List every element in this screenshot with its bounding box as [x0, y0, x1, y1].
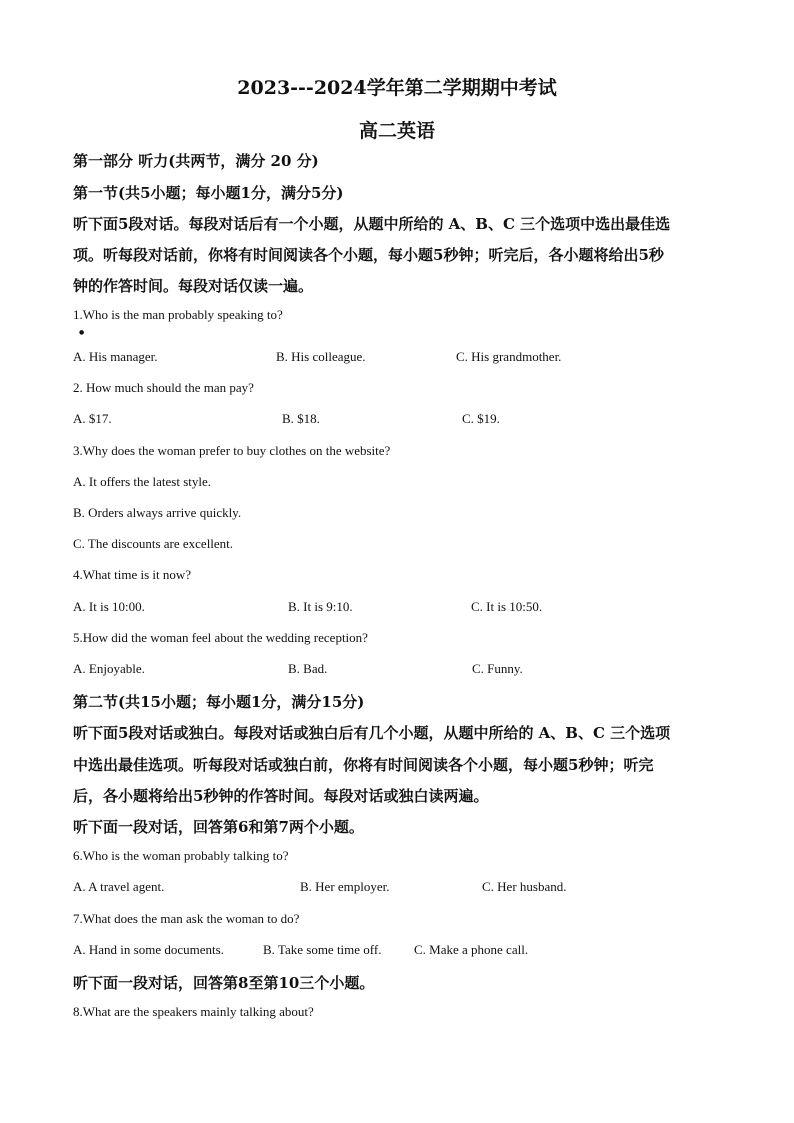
section1-instruction-line: 听下面5段对话。每段对话后有一个小题，从题中所给的 A、B、C 三个选项中选出最佳选 — [73, 215, 671, 233]
question-stem: 2. How much should the man pay? — [73, 380, 254, 395]
question-option: B. Take some time off. — [263, 942, 382, 957]
question-option: C. Funny. — [472, 661, 523, 676]
question-option: B. Her employer. — [300, 879, 390, 894]
question-option: C. His grandmother. — [456, 349, 562, 364]
question-option: C. It is 10:50. — [471, 599, 543, 614]
question-option: A. Hand in some documents. — [73, 942, 224, 957]
question-stem: 3.Why does the woman prefer to buy clothes on the website? — [73, 443, 391, 458]
question-option: C. $19. — [462, 411, 500, 426]
question-option: A. His manager. — [73, 349, 158, 364]
section2-instruction-line: 听下面5段对话或独白。每段对话或独白后有几个小题，从题中所给的 A、B、C 三个选项 — [73, 724, 671, 742]
question-option: B. His colleague. — [276, 349, 366, 364]
question-stem: 5.How did the woman feel about the wedding reception? — [73, 630, 368, 645]
section1-heading: 第一节(共5小题；每小题1分，满分5分) — [73, 184, 344, 202]
question-option: B. Orders always arrive quickly. — [73, 505, 242, 520]
question-option: A. Enjoyable. — [73, 661, 145, 676]
question-option: C. Her husband. — [482, 879, 567, 894]
question-option: A. It offers the latest style. — [73, 474, 212, 489]
section2-instruction-line: 中选出最佳选项。听每段对话或独白前，你将有时间阅读各个小题，每小题5秒钟；听完 — [73, 756, 654, 774]
stray-dot: ● — [79, 329, 85, 336]
question-stem: 7.What does the man ask the woman to do? — [73, 911, 300, 926]
section1-instruction-line: 钟的作答时间。每段对话仅读一遍。 — [73, 277, 314, 295]
question-option: A. $17. — [73, 411, 112, 426]
section2-instruction-line: 后，各小题将给出5秒钟的作答时间。每段对话或独白读两遍。 — [73, 787, 489, 805]
section1-instruction-line: 项。听每段对话前，你将有时间阅读各个小题，每小题5秒钟；听完后，各小题将给出5秒 — [73, 246, 664, 264]
question-option: B. Bad. — [288, 661, 328, 676]
question-option: A. A travel agent. — [73, 879, 165, 894]
section2-heading: 第二节(共15小题；每小题1分，满分15分) — [73, 693, 365, 711]
question-option: A. It is 10:00. — [73, 599, 145, 614]
question-stem: 8.What are the speakers mainly talking about? — [73, 1004, 314, 1019]
question-stem: 4.What time is it now? — [73, 567, 192, 582]
group-instruction: 听下面一段对话，回答第8至第10三个小题。 — [73, 974, 375, 992]
question-option: B. $18. — [282, 411, 320, 426]
question-option: C. The discounts are excellent. — [73, 536, 234, 551]
question-stem: 1.Who is the man probably speaking to? — [73, 307, 283, 322]
exam-subtitle: 高二英语 — [358, 120, 435, 142]
part1-heading: 第一部分 听力(共两节，满分 20 分) — [73, 152, 319, 170]
question-option: B. It is 9:10. — [288, 599, 353, 614]
question-option: C. Make a phone call. — [414, 942, 529, 957]
question-stem: 6.Who is the woman probably talking to? — [73, 848, 289, 863]
exam-title: 2023---2024学年第二学期期中考试 — [237, 77, 557, 99]
group-instruction: 听下面一段对话，回答第6和第7两个小题。 — [73, 818, 364, 836]
